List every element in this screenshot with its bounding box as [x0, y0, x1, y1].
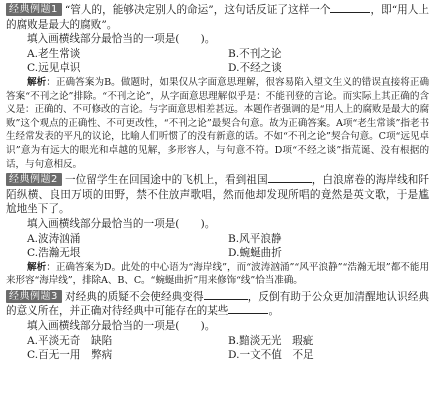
q2-stem — [6, 173, 429, 217]
q2-option-d: D.蜿蜒曲折 — [228, 247, 282, 260]
q1-options — [6, 47, 429, 76]
q1-option-b: B.不刊之论 — [228, 47, 282, 60]
q3-blank-2 — [228, 313, 268, 314]
q3-stem — [6, 290, 429, 319]
q1-analysis-label: 解析 — [27, 76, 47, 88]
q3-options — [6, 334, 429, 363]
q2-option-a: A.波涛汹涌 — [27, 232, 81, 245]
q2-options — [6, 232, 429, 261]
q1-blank — [330, 12, 370, 13]
q1-analysis-text: ：正确答案为B。做题时，如果仅从字面意思理解，很容易陷入望文生义的错误直接将正确答案“不刊之论”排除。“不刊之论”，从字面意思理解似乎是：不能刊登的言论。而实际上其正确的含义是：正确的、不可修改的言论。与字面意思相差甚远。本题作者强调的是“用人上的腐败是最大的腐败”这个观点的正确性、不可更改性，“不刊之论”最契合句意。故为正确答案。A项“老生常谈”指老书生经常发表的平凡的议论，比喻人们听惯了的没有新意的话。不如“不刊之论”契合句意。C项“远见卓识”意为有远大的眼光和卓越的见解，多形容人，与句意不符。D项“不经之谈”指荒诞、没有根据的话，与句意相反。 — [6, 76, 429, 170]
q3-blank-1 — [204, 299, 248, 300]
q2-stem-b: ，白浪席卷的海岸线和阡陌纵横、良田万顷的田野，禁不住放声歌唱，然而他却发现所唱的竟然是英文歌，于是尴尬地坐下了。 — [6, 174, 430, 216]
q3-stem-b: ，反倒有助于公众更加清醒地认识经典的意义所在，并正确对待经典中可能存在的某些 — [6, 290, 430, 318]
q1-stem — [6, 3, 429, 32]
q1-option-c: C.远见卓识 — [27, 62, 81, 75]
q3-option-d: D.一文不值 不足 — [228, 349, 314, 362]
q2-analysis-text: ：正确答案为D。此处的中心语为“海岸线”，而“波涛汹涌”“风平浪静”“浩瀚无垠”都不能用来形容“海岸线”，排除A、B、C。“蜿蜒曲折”用来修饰“线”恰当准确。 — [6, 261, 429, 287]
q3-stem-c: 。 — [268, 305, 280, 318]
q1-stem-a: “管人的，能够决定别人的命运”，这句话反证了这样一个 — [64, 4, 331, 16]
q2-blank — [268, 182, 312, 183]
q1-instruction: 填入画横线部分最恰当的一项是( )。 — [27, 33, 216, 46]
q2-instruction: 填入画横线部分最恰当的一项是( )。 — [27, 217, 216, 230]
q3-stem-a: 对经典的质疑不会使经典变得 — [64, 290, 204, 303]
q2-tag: 经典例题2 — [6, 173, 62, 186]
q3-option-c: C.百无一用 弊病 — [27, 349, 113, 362]
q1-tag: 经典例题1 — [6, 3, 62, 16]
q3-tag: 经典例题3 — [6, 290, 62, 303]
q2-option-b: B.风平浪静 — [228, 232, 282, 245]
q2-analysis — [6, 261, 429, 288]
q1-stem-b: ，即“用人上的腐败是最大的腐败”。 — [6, 4, 429, 31]
q2-stem-a: 一位留学生在回国途中的飞机上，看到祖国 — [64, 174, 268, 187]
q3-option-b: B.黯淡无光 瑕疵 — [228, 334, 314, 347]
q1-option-d: D.不经之谈 — [228, 62, 282, 75]
q1-option-a: A.老生常谈 — [27, 47, 81, 60]
q3-option-a: A.平淡无奇 缺陷 — [27, 334, 113, 347]
q1-analysis — [6, 76, 429, 171]
q2-analysis-label: 解析 — [27, 261, 47, 273]
q2-option-c: C.浩瀚无垠 — [27, 247, 81, 260]
q3-instruction: 填入画横线部分最恰当的一项是( )。 — [27, 320, 216, 333]
